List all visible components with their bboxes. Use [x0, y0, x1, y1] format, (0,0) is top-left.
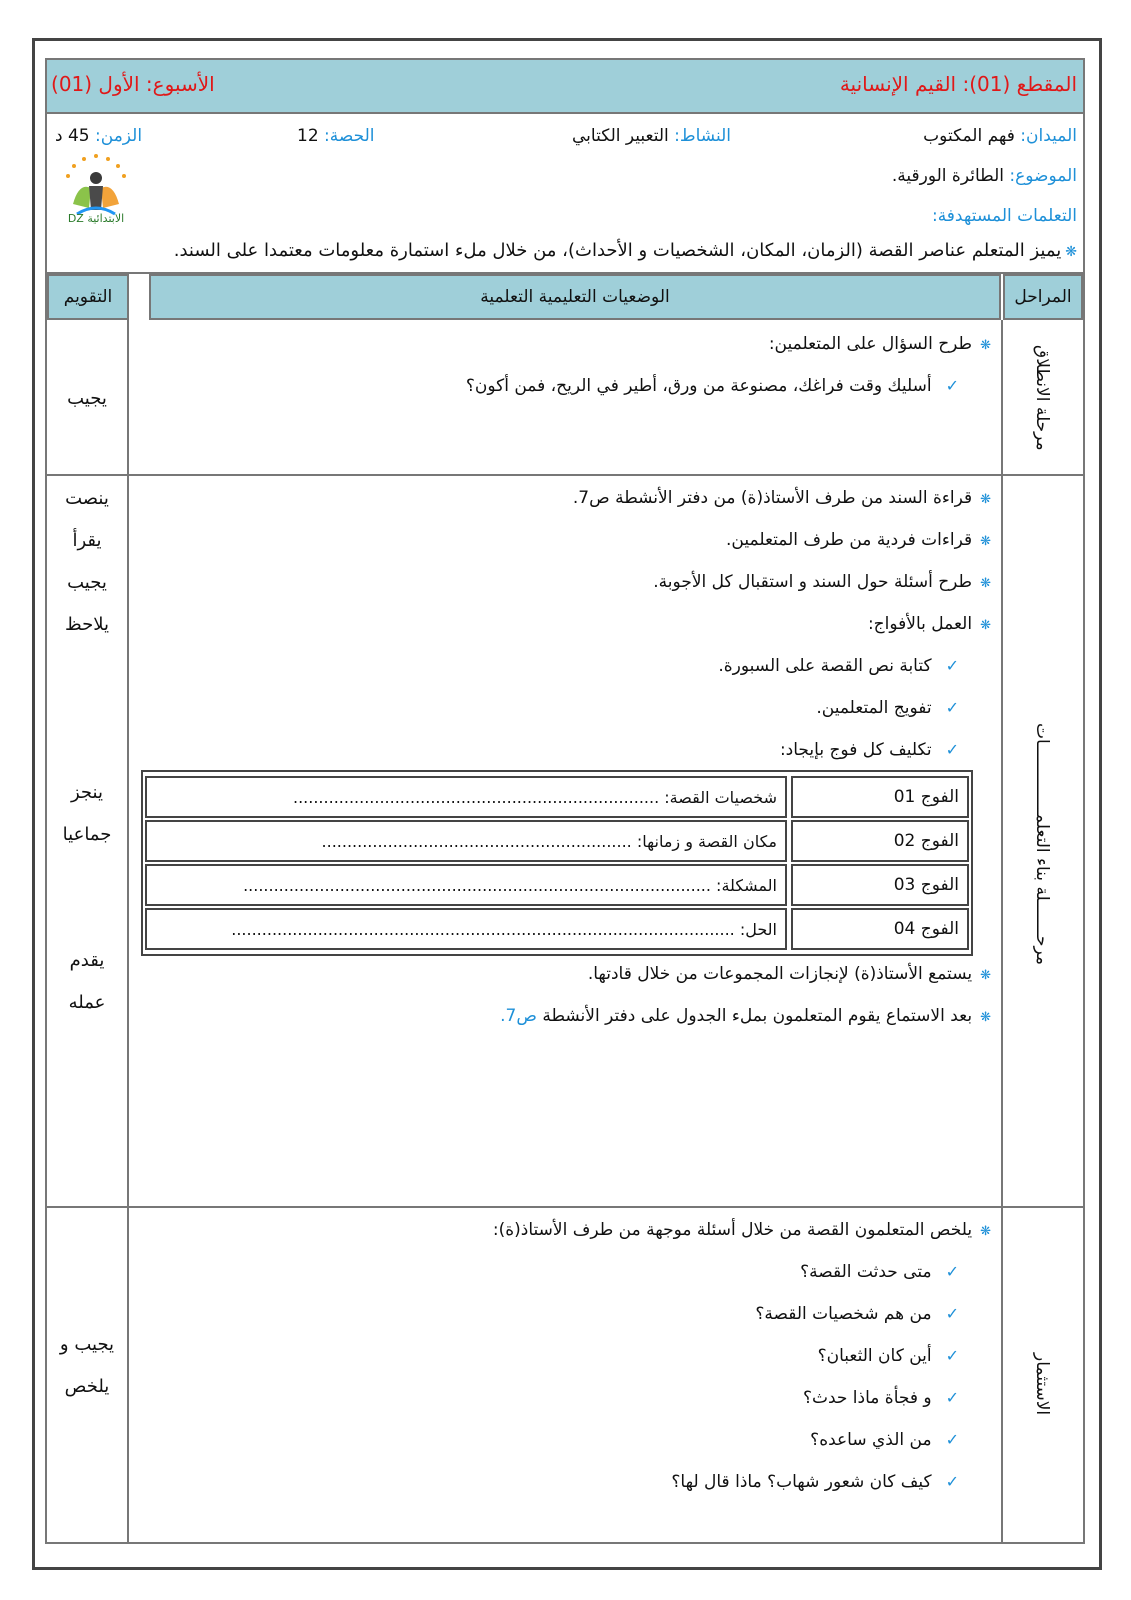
header-stages: المراحل — [1003, 274, 1083, 320]
stage2-evaluation: يجيب — [67, 572, 107, 593]
check-icon: ✓ — [945, 1472, 959, 1491]
stage3-line: ✓أين كان الثعبان؟ — [817, 1346, 959, 1366]
stage1-line: ✓أسليك وقت فراغك، مصنوعة من ورق، أطير في الريح، فمن أكون؟ — [465, 376, 959, 396]
snowflake-bullet-icon: ❋ — [1065, 244, 1077, 260]
stage3-evaluation: يلخص — [64, 1376, 110, 1397]
group-name: الفوج 03 — [791, 864, 969, 906]
stage-investment: الاستثمار — [1032, 1352, 1052, 1416]
row-divider — [47, 1206, 1083, 1208]
groups-table — [141, 770, 973, 956]
targeted-learnings-label: التعلمات المستهدفة: — [931, 206, 1077, 226]
logo-caption: الابتدائية DZ — [67, 212, 125, 225]
stage3-line: ❋يلخص المتعلمون القصة من خلال أسئلة موجهة من طرف الأستاذ(ة): — [492, 1220, 991, 1240]
stage2-evaluation: عمله — [68, 992, 106, 1013]
stage1-line: ❋طرح السؤال على المتعلمين: — [768, 334, 991, 354]
stage3-line: ✓كيف كان شعور شهاب؟ ماذا قال لها؟ — [671, 1472, 959, 1492]
stage2-evaluation: ينصت — [65, 488, 109, 509]
stage2-line: ✓تكليف كل فوج بإيجاد: — [779, 740, 959, 760]
group-task: المشكلة: ............................................................................................ — [145, 864, 787, 906]
activity-info: النشاط: التعبير الكتابي — [571, 126, 731, 146]
check-icon: ✓ — [945, 656, 959, 675]
stage3-line: ✓و فجأة ماذا حدث؟ — [802, 1388, 959, 1408]
stage2-line: ✓كتابة نص القصة على السبورة. — [718, 656, 959, 676]
time-info: الزمن: 45 د — [55, 126, 143, 146]
stage2-line: ✓تفويج المتعلمين. — [816, 698, 959, 718]
stage2-evaluation: يقدم — [69, 950, 105, 971]
stage2-evaluation: جماعيا — [62, 824, 112, 845]
check-icon: ✓ — [945, 1304, 959, 1323]
group-row — [145, 908, 969, 950]
group-name: الفوج 01 — [791, 776, 969, 818]
stage2-line: ❋بعد الاستماع يقوم المتعلمون بملء الجدول على دفتر الأنشطة ص7. — [500, 1006, 991, 1026]
stage2-line: ❋العمل بالأفواج: — [867, 614, 991, 634]
check-icon: ✓ — [945, 698, 959, 717]
check-icon: ✓ — [945, 1262, 959, 1281]
stage-launch: مرحلة الانطلاق — [1032, 345, 1052, 451]
group-name: الفوج 04 — [791, 908, 969, 950]
stage3-line: ✓من هم شخصيات القصة؟ — [755, 1304, 959, 1324]
school-logo — [59, 152, 133, 234]
check-icon: ✓ — [945, 1346, 959, 1365]
check-icon: ✓ — [945, 376, 959, 395]
header-evaluation: التقويم — [47, 274, 129, 320]
snowflake-bullet-icon: ❋ — [980, 1010, 991, 1025]
page-frame — [32, 38, 1102, 1570]
session-info: الحصة: 12 — [297, 126, 375, 146]
stage-building: مرحـــــــلة بناء التعلمــــــــــــــات — [1032, 722, 1052, 966]
stage2-line: ❋طرح أسئلة حول السند و استقبال كل الأجوبة. — [653, 572, 991, 592]
stage2-evaluation: يلاحظ — [65, 614, 109, 635]
group-row — [145, 776, 969, 818]
snowflake-bullet-icon: ❋ — [980, 968, 991, 983]
stage2-evaluation: يقرأ — [72, 530, 102, 551]
stage1-evaluation: يجيب — [67, 388, 107, 409]
lesson-sheet — [45, 58, 1085, 1544]
stage2-evaluation: ينجز — [71, 782, 103, 803]
segment-title: المقطع (01): القيم الإنسانية — [839, 72, 1077, 96]
stage2-line: ❋يستمع الأستاذ(ة) لإنجازات المجموعات من خلال قادتها. — [587, 964, 991, 984]
check-icon: ✓ — [945, 1430, 959, 1449]
group-row — [145, 820, 969, 862]
header-situations: الوضعيات التعليمية التعلمية — [149, 274, 1001, 320]
row-divider — [47, 474, 1083, 476]
snowflake-bullet-icon: ❋ — [980, 338, 991, 353]
snowflake-bullet-icon: ❋ — [980, 576, 991, 591]
stage2-line: ❋قراءة السند من طرف الأستاذ(ة) من دفتر الأنشطة ص7. — [572, 488, 991, 508]
lesson-table — [47, 272, 1083, 1542]
header-banner — [47, 60, 1083, 114]
learning-objective: ❋يميز المتعلم عناصر القصة (الزمان، المكان، الشخصيات و الأحداث)، من خلال ملء استمارة معلومات معتمدا على السند. — [173, 240, 1077, 261]
snowflake-bullet-icon: ❋ — [980, 534, 991, 549]
stage3-evaluation: يجيب و — [59, 1334, 115, 1355]
stage3-line: ✓متى حدثت القصة؟ — [800, 1262, 959, 1282]
group-row — [145, 864, 969, 906]
field-info: الميدان: فهم المكتوب — [923, 126, 1077, 146]
group-task: مكان القصة و زمانها: ............................................................. — [145, 820, 787, 862]
group-task: شخصيات القصة: ........................................................................ — [145, 776, 787, 818]
week-title: الأسبوع: الأول (01) — [51, 72, 215, 96]
group-name: الفوج 02 — [791, 820, 969, 862]
check-icon: ✓ — [945, 740, 959, 759]
snowflake-bullet-icon: ❋ — [980, 492, 991, 507]
column-divider — [127, 320, 129, 1542]
stage2-line: ❋قراءات فردية من طرف المتعلمين. — [726, 530, 991, 550]
column-divider — [1001, 320, 1003, 1542]
snowflake-bullet-icon: ❋ — [980, 618, 991, 633]
topic-info: الموضوع: الطائرة الورقية. — [891, 166, 1077, 186]
check-icon: ✓ — [945, 1388, 959, 1407]
group-task: الحل: ................................................................................................... — [145, 908, 787, 950]
stage3-line: ✓من الذي ساعده؟ — [810, 1430, 959, 1450]
snowflake-bullet-icon: ❋ — [980, 1224, 991, 1239]
